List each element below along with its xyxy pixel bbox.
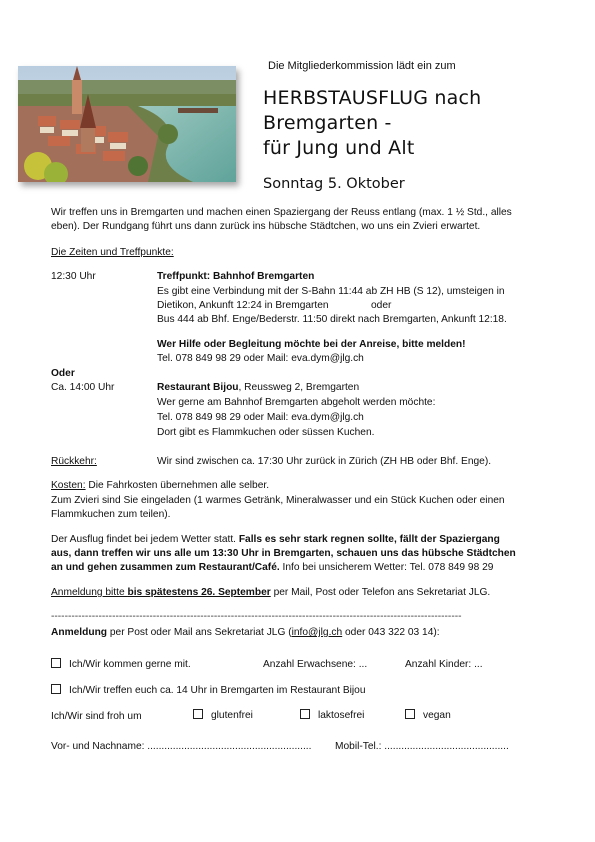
weather-line-1 <box>51 533 500 546</box>
adults-count-field[interactable]: Anzahl Erwachsene: ... <box>263 659 368 670</box>
diet-lactosefree[interactable] <box>300 709 364 722</box>
checkbox-glutenfree[interactable] <box>193 709 203 719</box>
event-date: Sonntag 5. Oktober <box>263 176 405 192</box>
schedule-heading: Die Zeiten und Treffpunkte: <box>51 247 174 258</box>
diet-glutenfree[interactable] <box>193 709 253 722</box>
costs-label: Kosten: <box>51 480 86 491</box>
form-header <box>51 626 440 639</box>
option-meet-restaurant-label: Ich/Wir treffen euch ca. 14 Uhr in Bremgarten im Restaurant Bijou <box>69 685 366 696</box>
costs-line-1 <box>51 479 269 492</box>
title-line-3: für Jung und Alt <box>263 137 415 159</box>
costs-text: Die Fahrkosten übernehmen alle selber. <box>85 480 270 491</box>
slot2-line2: Tel. 078 849 98 29 oder Mail: eva.dym@jlg.ch <box>157 412 364 423</box>
weather-info: Info bei unsicherem Wetter: Tel. 078 849 98 29 <box>279 562 494 573</box>
weather-line-2: aus, dann treffen wir uns alle um 13:30 Uhr in Bremgarten, schauen uns das hübsche Städtchen <box>51 548 516 559</box>
title-line-1: HERBSTAUSFLUG nach <box>263 87 482 109</box>
checkbox-vegan[interactable] <box>405 709 415 719</box>
slot1-contact: Tel. 078 849 98 29 oder Mail: eva.dym@jlg.ch <box>157 353 364 364</box>
registration-deadline: bis spätestens 26. September <box>127 587 271 598</box>
oder-label: Oder <box>51 368 75 379</box>
bremgarten-town-image <box>18 66 236 182</box>
form-header-label: Anmeldung <box>51 627 108 638</box>
bremgarten-photo <box>18 66 236 182</box>
diet-label: Ich/Wir sind froh um <box>51 711 142 722</box>
weather-rain-note: Falls es sehr stark regnen sollte, fällt der Spaziergang <box>238 534 500 545</box>
registration-note <box>51 586 490 599</box>
slot1-title: Treffpunkt: Bahnhof Bremgarten <box>157 271 315 282</box>
checkbox-meet-restaurant[interactable] <box>51 684 61 694</box>
slot1-line3: Bus 444 ab Bhf. Enge/Bederstr. 11:50 direkt nach Bremgarten, Ankunft 12:18. <box>157 314 507 325</box>
checkbox-come-along[interactable] <box>51 658 61 668</box>
form-header-text: per Post oder Mail ans Sekretariat JLG ( <box>107 627 292 638</box>
slot2-restaurant-name: Restaurant Bijou <box>157 382 239 393</box>
weather-restaurant-note: an und gehen zusammen zum Restaurant/Café. <box>51 562 280 573</box>
form-header-phone: oder 043 322 03 14): <box>342 627 440 638</box>
slot1-line2: Dietikon, Ankunft 12:24 in Bremgarten <box>157 300 329 311</box>
slot2-title <box>157 381 359 394</box>
option-meet-restaurant[interactable] <box>51 684 366 697</box>
description-line-1: Wir treffen uns in Bremgarten und machen einen Spaziergang der Reuss entlang (max. 1 ½ Std., alles <box>51 207 512 218</box>
costs-line-3: Flammkuchen zum teilen). <box>51 509 171 520</box>
diet-lactosefree-label: laktosefrei <box>318 710 365 721</box>
weather-line-3 <box>51 561 493 574</box>
slot1-oder: oder <box>371 300 392 311</box>
cut-divider: ------------------------------------------------------------------------------------------------------------------------- <box>51 611 462 622</box>
kids-count-field[interactable]: Anzahl Kinder: ... <box>405 659 483 670</box>
checkbox-lactosefree[interactable] <box>300 709 310 719</box>
event-title <box>263 86 481 161</box>
diet-vegan-label: vegan <box>423 710 451 721</box>
return-text: Wir sind zwischen ca. 17:30 Uhr zurück in Zürich (ZH HB oder Bhf. Enge). <box>157 456 492 467</box>
slot2-line1: Wer gerne am Bahnhof Bremgarten abgeholt werden möchte: <box>157 397 436 408</box>
invitation-intro: Die Mitgliederkommission lädt ein zum <box>268 60 456 72</box>
option-come-along[interactable] <box>51 658 191 671</box>
return-label: Rückkehr: <box>51 456 97 467</box>
slot1-time: 12:30 Uhr <box>51 271 96 282</box>
slot1-help: Wer Hilfe oder Begleitung möchte bei der Anreise, bitte melden! <box>157 339 466 350</box>
slot2-line3: Dort gibt es Flammkuchen oder süssen Kuchen. <box>157 427 375 438</box>
option-come-along-label: Ich/Wir kommen gerne mit. <box>69 659 191 670</box>
email-link[interactable]: info@jlg.ch <box>291 627 343 638</box>
name-field[interactable]: Vor- und Nachname: .......................................................... <box>51 741 312 752</box>
slot2-time: Ca. 14:00 Uhr <box>51 382 115 393</box>
costs-line-2: Zum Zvieri sind Sie eingeladen (1 warmes Getränk, Mineralwasser und ein Stück Kuchen oder einen <box>51 495 505 506</box>
registration-prefix: Anmeldung bitte <box>51 587 128 598</box>
slot1-line1: Es gibt eine Verbindung mit der S-Bahn 11:44 ab ZH HB (S 12), umsteigen in <box>157 286 505 297</box>
diet-glutenfree-label: glutenfrei <box>211 710 253 721</box>
title-line-2: Bremgarten - <box>263 112 392 134</box>
slot2-address: , Reussweg 2, Bremgarten <box>238 382 360 393</box>
weather-text: Der Ausflug findet bei jedem Wetter statt. <box>51 534 239 545</box>
description-line-2: eben). Der Rundgang führt uns dann zurück ins hübsche Städtchen, wo uns ein Zvieri erwartet. <box>51 221 481 232</box>
registration-suffix: per Mail, Post oder Telefon ans Sekretariat JLG. <box>270 587 491 598</box>
diet-vegan[interactable] <box>405 709 451 722</box>
phone-field[interactable]: Mobil-Tel.: ............................................ <box>335 741 509 752</box>
